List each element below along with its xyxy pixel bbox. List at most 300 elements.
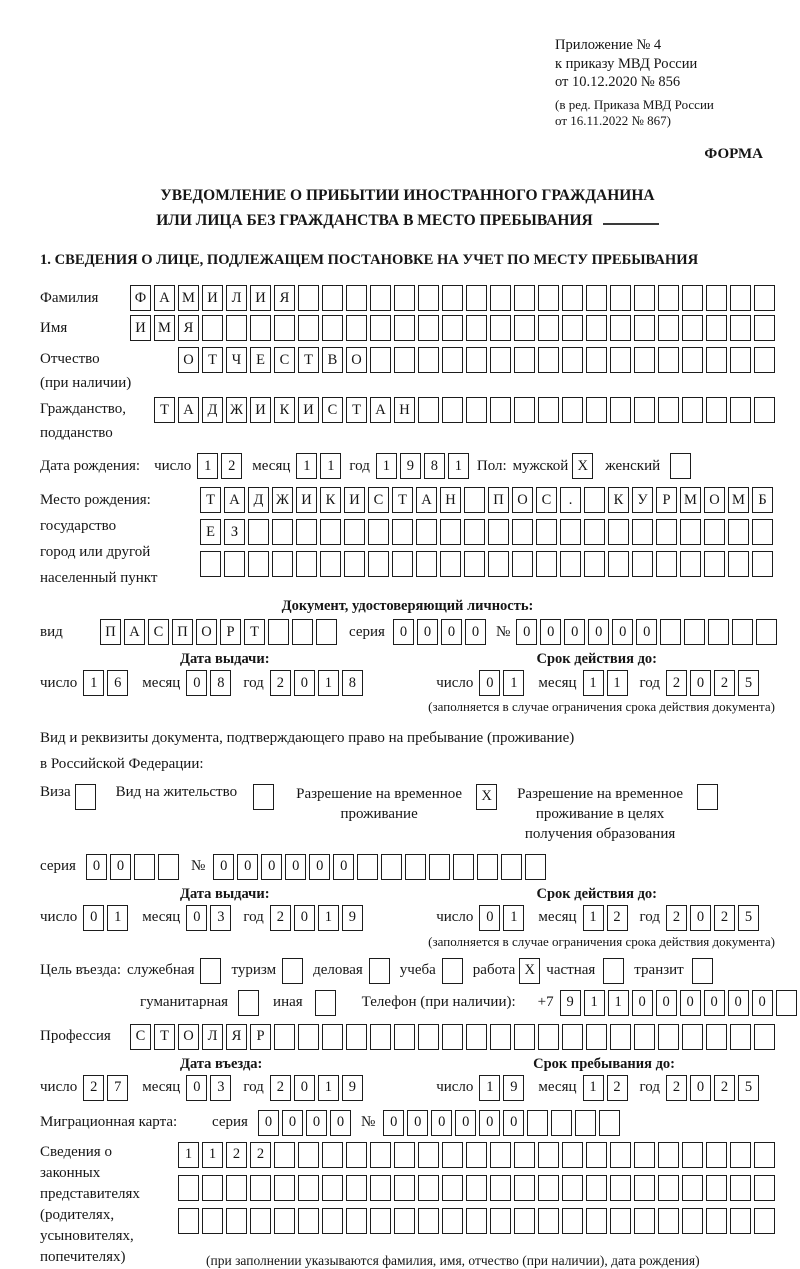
representatives-label-line2: законных	[40, 1164, 101, 1181]
year-label: год	[639, 909, 660, 926]
form-cell: 2	[714, 670, 735, 696]
form-cell	[610, 347, 631, 373]
day-label: число	[436, 1079, 474, 1096]
stay-until-header: Срок пребывания до:	[533, 1055, 675, 1072]
form-cell	[442, 315, 463, 341]
form-cell	[394, 347, 415, 373]
form-cell: 0	[306, 1110, 327, 1136]
form-cell: Д	[202, 397, 223, 423]
temp-residence-label	[296, 784, 462, 824]
amendment-line: (в ред. Приказа МВД России	[555, 96, 714, 112]
form-cell	[634, 285, 655, 311]
form-cell: И	[250, 397, 271, 423]
form-cell: 0	[282, 1110, 303, 1136]
form-cell: 0	[479, 670, 500, 696]
form-cell: 0	[294, 670, 315, 696]
form-cell	[369, 958, 390, 984]
form-cell	[442, 285, 463, 311]
form-cell: К	[608, 487, 629, 513]
form-cell	[322, 1175, 343, 1201]
patronymic-label-line2: (при наличии)	[40, 375, 132, 392]
form-cell	[268, 619, 289, 645]
form-cell: 0	[261, 854, 282, 880]
form-cell	[704, 519, 725, 545]
profession-label: Профессия	[40, 1028, 111, 1045]
form-cell: С	[130, 1024, 151, 1050]
form-cell: 0	[728, 990, 749, 1016]
form-cell	[392, 551, 413, 577]
form-cell	[394, 315, 415, 341]
form-cell: Ж	[226, 397, 247, 423]
form-cell: 1	[320, 453, 341, 479]
form-cell	[776, 990, 797, 1016]
migration-number-cells	[383, 1110, 620, 1136]
form-cell	[298, 1175, 319, 1201]
form-cell	[490, 1208, 511, 1234]
form-cell: Д	[248, 487, 269, 513]
representatives-cells-row1	[178, 1142, 775, 1168]
form-cell: Р	[656, 487, 677, 513]
form-cell	[538, 1024, 559, 1050]
form-cell	[634, 1208, 655, 1234]
temp-residence-edu-label-line1: Разрешение на временное	[517, 785, 684, 802]
form-cell: 1	[107, 905, 128, 931]
validity-day-cells	[479, 670, 524, 696]
month-label: месяц	[142, 909, 181, 926]
purpose-commercial-label: деловая	[313, 962, 363, 979]
purpose-commercial-checkbox	[369, 958, 390, 984]
form-cell	[670, 453, 691, 479]
form-cell	[250, 315, 271, 341]
form-cell	[682, 1142, 703, 1168]
form-cell: Н	[440, 487, 461, 513]
form-cell	[370, 315, 391, 341]
form-cell	[560, 519, 581, 545]
form-cell: И	[130, 315, 151, 341]
form-cell	[730, 347, 751, 373]
form-cell: Т	[154, 1024, 175, 1050]
temp-residence-label-line1: Разрешение на временное	[296, 785, 463, 802]
form-cell: 1	[318, 1075, 339, 1101]
form-cell: 0	[636, 619, 657, 645]
issue-month-cells	[186, 670, 231, 696]
form-cell	[370, 1142, 391, 1168]
form-cell: О	[178, 347, 199, 373]
form-cell	[752, 551, 773, 577]
visa-checkbox	[75, 784, 96, 810]
form-cell: 1	[607, 670, 628, 696]
form-cell: 0	[612, 619, 633, 645]
form-cell	[730, 1142, 751, 1168]
form-cell	[610, 397, 631, 423]
form-cell	[514, 315, 535, 341]
form-cell: О	[512, 487, 533, 513]
birth-place-label-line2: государство	[40, 518, 117, 535]
form-cell	[405, 854, 426, 880]
birth-place-label-line1: Место рождения:	[40, 492, 151, 509]
form-cell	[178, 1208, 199, 1234]
form-cell	[754, 1142, 775, 1168]
migration-card-row	[40, 1110, 775, 1136]
stay-doc-options	[40, 784, 775, 844]
form-cell: 1	[202, 1142, 223, 1168]
form-cell	[706, 397, 727, 423]
birth-place-cells-row1	[200, 487, 773, 513]
birth-place-label-line3: город или другой	[40, 544, 151, 561]
form-cell	[754, 397, 775, 423]
form-cell	[514, 347, 535, 373]
form-cell	[514, 1024, 535, 1050]
form-cell: А	[224, 487, 245, 513]
form-cell	[586, 397, 607, 423]
form-cell	[440, 551, 461, 577]
form-cell	[514, 397, 535, 423]
representatives-cells-row2	[178, 1175, 775, 1201]
form-cell: С	[274, 347, 295, 373]
birth-month-cells	[296, 453, 341, 479]
form-cell: П	[172, 619, 193, 645]
doc-kind-cells	[100, 619, 337, 645]
sex-female-label: женский	[605, 457, 661, 474]
representatives-note: (при заполнении указываются фамилия, имя, отчество (при наличии), дата рождения)	[206, 1252, 700, 1268]
form-cell	[586, 1208, 607, 1234]
form-cell	[392, 519, 413, 545]
patronymic-cells	[178, 347, 775, 373]
form-cell	[272, 551, 293, 577]
representatives-block	[40, 1142, 775, 1269]
stay-until-year-cells	[666, 1075, 759, 1101]
purpose-row2-phone	[40, 990, 775, 1016]
form-cell: О	[178, 1024, 199, 1050]
form-cell	[706, 1175, 727, 1201]
name-cells	[130, 315, 775, 341]
form-cell	[658, 315, 679, 341]
stay-doc-date-headers	[40, 886, 775, 903]
temp-residence-edu-checkbox	[697, 784, 718, 810]
form-cell	[418, 347, 439, 373]
form-cell	[466, 347, 487, 373]
form-cell	[490, 397, 511, 423]
form-cell	[296, 551, 317, 577]
month-label: месяц	[538, 1079, 577, 1096]
form-cell	[202, 1175, 223, 1201]
identity-validity-note: (заполняется в случае ограничения срока действия документа)	[428, 699, 775, 715]
form-cell: П	[100, 619, 121, 645]
form-cell	[586, 1024, 607, 1050]
month-label: месяц	[252, 457, 291, 474]
residence-permit-checkbox	[253, 784, 274, 810]
form-cell: Ф	[130, 285, 151, 311]
migration-number-label: №	[360, 1114, 376, 1131]
form-cell: 9	[400, 453, 421, 479]
form-cell	[490, 1024, 511, 1050]
stay-validity-month-cells	[583, 905, 628, 931]
name-label: Имя	[40, 319, 68, 336]
representatives-label-line3: представителях	[40, 1185, 140, 1202]
form-cell	[453, 854, 474, 880]
form-cell: 2	[607, 1075, 628, 1101]
migration-series-label: серия	[212, 1114, 248, 1131]
form-cell	[272, 519, 293, 545]
form-cell: 5	[738, 670, 759, 696]
form-cell	[466, 1024, 487, 1050]
form-cell: М	[680, 487, 701, 513]
form-cell: 0	[465, 619, 486, 645]
day-label: число	[40, 674, 78, 691]
form-cell: 1	[479, 1075, 500, 1101]
birth-date-label: Дата рождения:	[40, 457, 141, 474]
identity-doc-row	[40, 619, 775, 645]
form-cell	[226, 1208, 247, 1234]
form-cell	[660, 619, 681, 645]
form-cell: А	[154, 285, 175, 311]
form-cell: 1	[503, 670, 524, 696]
form-cell	[466, 285, 487, 311]
form-cell	[248, 551, 269, 577]
form-cell: С	[368, 487, 389, 513]
form-cell	[442, 958, 463, 984]
form-cell: 0	[752, 990, 773, 1016]
sex-label: Пол:	[476, 457, 507, 474]
form-cell	[298, 285, 319, 311]
form-cell: 8	[210, 670, 231, 696]
form-cell	[610, 285, 631, 311]
stay-doc-series-row	[40, 854, 775, 880]
birth-place-cells-row2	[200, 519, 773, 545]
form-cell	[704, 551, 725, 577]
form-cell	[584, 551, 605, 577]
form-cell	[682, 1024, 703, 1050]
form-cell: Т	[244, 619, 265, 645]
phone-cells	[560, 990, 797, 1016]
form-cell	[296, 519, 317, 545]
form-cell	[658, 1208, 679, 1234]
form-cell: 9	[560, 990, 581, 1016]
doc-series-label: серия	[349, 623, 385, 640]
form-cell: Л	[226, 285, 247, 311]
form-cell	[514, 1175, 535, 1201]
form-cell: И	[298, 397, 319, 423]
form-cell: 2	[607, 905, 628, 931]
stay-validity-day-cells	[479, 905, 524, 931]
form-cell: А	[416, 487, 437, 513]
form-cell	[730, 315, 751, 341]
form-cell	[490, 1175, 511, 1201]
birth-place-label	[40, 487, 200, 591]
form-cell	[418, 397, 439, 423]
form-cell	[394, 1208, 415, 1234]
temp-residence-edu-label-line2: проживание в целях	[535, 805, 665, 822]
form-cell	[634, 1175, 655, 1201]
form-cell	[274, 1175, 295, 1201]
form-cell	[562, 1208, 583, 1234]
form-cell	[488, 519, 509, 545]
day-label: число	[436, 674, 474, 691]
citizenship-label	[40, 397, 154, 445]
profession-row	[40, 1024, 775, 1050]
form-cell	[599, 1110, 620, 1136]
form-cell: 5	[738, 905, 759, 931]
stay-number-cells	[213, 854, 546, 880]
form-cell	[442, 1142, 463, 1168]
entry-dates-row	[40, 1075, 775, 1101]
form-cell	[418, 315, 439, 341]
appendix-line: к приказу МВД России	[555, 55, 698, 72]
form-cell	[562, 315, 583, 341]
form-cell	[418, 1142, 439, 1168]
form-cell	[586, 347, 607, 373]
form-cell	[466, 315, 487, 341]
form-cell	[682, 1208, 703, 1234]
form-cell	[477, 854, 498, 880]
form-cell: 0	[383, 1110, 404, 1136]
form-cell: 0	[393, 619, 414, 645]
form-cell: 0	[417, 619, 438, 645]
form-cell: 0	[186, 905, 207, 931]
form-cell: И	[296, 487, 317, 513]
form-cell: Т	[346, 397, 367, 423]
form-cell	[250, 1175, 271, 1201]
form-cell: 9	[342, 1075, 363, 1101]
purpose-study-label: учеба	[399, 962, 436, 979]
form-cell	[527, 1110, 548, 1136]
form-title-line2: ИЛИ ЛИЦА БЕЗ ГРАЖДАНСТВА В МЕСТО ПРЕБЫВАНИЯ	[40, 208, 775, 234]
form-cell: 0	[479, 1110, 500, 1136]
form-cell	[658, 1024, 679, 1050]
form-cell	[418, 1024, 439, 1050]
form-cell	[634, 1024, 655, 1050]
form-cell: 9	[342, 905, 363, 931]
appendix-line: Приложение № 4	[555, 37, 662, 53]
form-cell	[682, 397, 703, 423]
stay-validity-year-cells	[666, 905, 759, 931]
form-cell	[754, 315, 775, 341]
form-cell	[344, 519, 365, 545]
form-cell: Т	[298, 347, 319, 373]
form-cell	[418, 285, 439, 311]
form-cell	[586, 315, 607, 341]
purpose-work-checkbox	[519, 958, 540, 984]
form-cell	[754, 1208, 775, 1234]
form-cell: 0	[294, 905, 315, 931]
form-cell: 0	[690, 670, 711, 696]
form-cell: 3	[210, 1075, 231, 1101]
temp-residence-label-line2: проживание	[340, 805, 418, 822]
form-cell	[538, 315, 559, 341]
form-cell	[586, 285, 607, 311]
purpose-other-label: иная	[273, 994, 303, 1011]
month-label: месяц	[142, 1079, 181, 1096]
form-cell: 2	[666, 670, 687, 696]
form-cell: 1	[376, 453, 397, 479]
form-cell	[562, 285, 583, 311]
form-cell	[684, 619, 705, 645]
purpose-private-checkbox	[603, 958, 624, 984]
stay-doc-intro	[40, 725, 775, 778]
form-cell: М	[178, 285, 199, 311]
form-cell: 0	[309, 854, 330, 880]
profession-cells	[130, 1024, 775, 1050]
purpose-transit-checkbox	[692, 958, 713, 984]
form-cell: X	[476, 784, 497, 810]
appendix-block	[555, 36, 775, 130]
form-cell	[442, 1208, 463, 1234]
issue-date-header: Дата выдачи:	[180, 885, 270, 902]
form-cell: С	[148, 619, 169, 645]
form-cell	[418, 1175, 439, 1201]
form-cell: 6	[107, 670, 128, 696]
form-cell: Е	[250, 347, 271, 373]
form-cell	[316, 619, 337, 645]
form-cell	[322, 285, 343, 311]
form-cell: В	[322, 347, 343, 373]
form-cell: 1	[296, 453, 317, 479]
form-cell: М	[728, 487, 749, 513]
form-cell: 0	[690, 905, 711, 931]
form-cell	[656, 551, 677, 577]
representatives-cells-row3	[178, 1208, 775, 1234]
form-cell: 2	[226, 1142, 247, 1168]
form-cell	[562, 1142, 583, 1168]
form-cell: К	[274, 397, 295, 423]
form-cell	[298, 1208, 319, 1234]
form-cell: А	[124, 619, 145, 645]
purpose-transit-label: транзит	[634, 962, 684, 979]
validity-year-cells	[666, 670, 759, 696]
form-cell	[200, 551, 221, 577]
temp-residence-edu-label	[517, 784, 683, 844]
form-cell	[634, 347, 655, 373]
form-cell	[75, 784, 96, 810]
form-cell	[253, 784, 274, 810]
form-cell	[586, 1175, 607, 1201]
form-cell: 0	[333, 854, 354, 880]
form-cell: У	[632, 487, 653, 513]
form-cell	[512, 519, 533, 545]
representatives-label-line5: усыновителях,	[40, 1227, 134, 1244]
form-cell	[560, 551, 581, 577]
form-cell: 1	[503, 905, 524, 931]
form-cell	[514, 1142, 535, 1168]
entry-date-headers	[40, 1056, 775, 1073]
form-cell	[610, 1142, 631, 1168]
form-cell: Т	[392, 487, 413, 513]
stay-until-month-cells	[583, 1075, 628, 1101]
form-title	[40, 183, 775, 234]
entry-year-cells	[270, 1075, 363, 1101]
migration-card-label: Миграционная карта:	[40, 1114, 178, 1131]
entry-date-header: Дата въезда:	[180, 1055, 263, 1072]
purpose-label: Цель въезда:	[40, 962, 121, 979]
name-row	[40, 315, 775, 341]
purpose-business-label: служебная	[126, 962, 195, 979]
form-cell	[562, 397, 583, 423]
validity-date-header: Срок действия до:	[536, 651, 657, 668]
form-cell	[238, 990, 259, 1016]
purpose-study-checkbox	[442, 958, 463, 984]
form-cell	[706, 315, 727, 341]
form-cell	[442, 1175, 463, 1201]
form-cell	[490, 315, 511, 341]
form-cell: 1	[197, 453, 218, 479]
day-label: число	[154, 457, 192, 474]
form-cell: 0	[186, 670, 207, 696]
form-cell: И	[250, 285, 271, 311]
form-cell	[658, 1142, 679, 1168]
form-cell	[514, 285, 535, 311]
purpose-humanitarian-checkbox	[238, 990, 259, 1016]
purpose-tourism-checkbox	[282, 958, 303, 984]
